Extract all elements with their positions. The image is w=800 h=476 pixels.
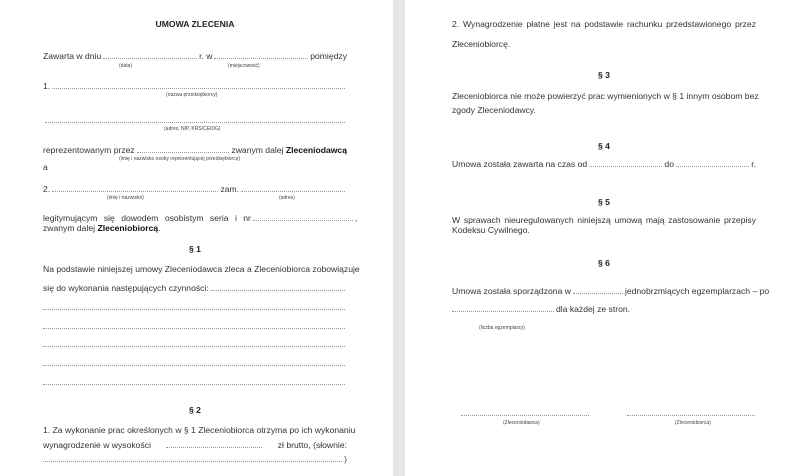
text: do xyxy=(664,159,674,169)
line-party-1 xyxy=(43,81,347,92)
section-3-heading: § 3 xyxy=(598,70,610,80)
salary-amount-field[interactable] xyxy=(166,440,262,448)
text: wynagrodzenie w wysokości xyxy=(43,440,151,450)
label-person-name: (imię i nazwisko) xyxy=(107,195,144,201)
end-date-field[interactable] xyxy=(676,159,749,167)
text: 1. xyxy=(43,81,51,91)
section-2-point-2-cont: Zleceniobiorcę. xyxy=(452,39,511,49)
label-company-name: (nazwa przedsiębiorcy) xyxy=(166,92,218,98)
text: jednobrzmiących egzemplarzach – po xyxy=(624,286,770,296)
text: . xyxy=(158,223,161,233)
text: zam. xyxy=(220,184,240,194)
section-4-heading: § 4 xyxy=(598,141,610,151)
text: zwanym dalej xyxy=(231,145,284,155)
person-name-field[interactable] xyxy=(52,184,218,192)
line-copies xyxy=(452,286,770,297)
document-page-2 xyxy=(405,0,800,476)
label-place: (miejscowość) xyxy=(228,63,260,69)
tasks-line[interactable] xyxy=(43,365,345,366)
text: 2. xyxy=(43,184,51,194)
text: pomiędzy xyxy=(310,51,347,61)
text: r. xyxy=(751,159,756,169)
label-date: (data) xyxy=(119,63,133,69)
text-a: a xyxy=(43,162,48,172)
line-salary xyxy=(43,440,347,451)
text: Umowa została sporządzona w xyxy=(452,286,571,296)
text: , xyxy=(354,213,358,223)
place-field[interactable] xyxy=(214,51,308,59)
section-5-text-cont: Kodeksu Cywilnego. xyxy=(452,225,530,235)
line-copies-each xyxy=(452,304,630,315)
salary-words-field[interactable] xyxy=(43,454,342,462)
section-3-text: Zleceniobiorca nie może powierzyć prac wymienionych w § 1 innym osobom bez xyxy=(452,91,759,101)
line-party-2 xyxy=(43,184,347,195)
person-address-field[interactable] xyxy=(241,184,345,192)
section-3-text-cont: zgody Zleceniodawcy. xyxy=(452,105,536,115)
section-1-heading: § 1 xyxy=(189,244,201,254)
tasks-line[interactable] xyxy=(43,328,345,329)
section-2-point-2: 2. Wynagrodzenie płatne jest na podstawie rachunku przedstawionego przez xyxy=(452,19,756,29)
label-representative: (imię i nazwisko osoby reprezentującej przedsiębiorcę) xyxy=(119,156,241,162)
text: reprezentowanym przez xyxy=(43,145,135,155)
text: się do wykonania następujących czynności: xyxy=(43,283,209,293)
section-1-text: Na podstawie niniejszej umowy Zleceniodawca zleca a Zleceniobiorca zobowiązuje xyxy=(43,264,360,274)
text: Umowa została zawarta na czas od xyxy=(452,159,588,169)
label-person-address: (adres) xyxy=(279,195,295,201)
section-2-heading: § 2 xyxy=(189,405,201,415)
tasks-field[interactable] xyxy=(211,283,345,291)
company-name-field[interactable] xyxy=(52,81,345,89)
line-duration xyxy=(452,159,756,170)
label-copies-count: (liczba egzemplarzy) xyxy=(479,325,525,331)
start-date-field[interactable] xyxy=(589,159,662,167)
copies-count-field[interactable] xyxy=(573,286,623,294)
line-contractor xyxy=(43,223,161,234)
bold-term: Zleceniodawcą xyxy=(285,145,347,155)
text: legitymującym się dowodem osobistym seria i nr xyxy=(43,213,251,223)
document-page-1 xyxy=(0,0,393,476)
date-field[interactable] xyxy=(103,51,197,59)
text: Zawarta w dniu xyxy=(43,51,102,61)
tasks-line[interactable] xyxy=(43,384,345,385)
tasks-line[interactable] xyxy=(43,309,345,310)
line-representative xyxy=(43,145,347,156)
line-tasks xyxy=(43,283,347,294)
label-company-address: (adres, NIP, KRS/CEIDG) xyxy=(164,126,221,132)
id-number-field[interactable] xyxy=(253,213,353,221)
text: r. w xyxy=(199,51,213,61)
section-5-text: W sprawach nieuregulowanych niniejszą umową mają zastosowanie przepisy xyxy=(452,215,756,225)
company-address-field[interactable] xyxy=(45,122,345,123)
bold-term: Zleceniobiorcą xyxy=(97,223,159,233)
label-signature-contractor: (Zleceniobiorca) xyxy=(675,420,711,426)
tasks-line[interactable] xyxy=(43,346,345,347)
representative-field[interactable] xyxy=(137,145,230,153)
line-date-place xyxy=(43,51,347,62)
section-2-text: 1. Za wykonanie prac określonych w § 1 Zleceniobiorca otrzyma po ich wykonaniu xyxy=(43,425,356,435)
label-signature-client: (Zleceniodawca) xyxy=(503,420,540,426)
text: zwanym dalej xyxy=(43,223,96,233)
signature-line-client[interactable] xyxy=(461,415,589,416)
section-6-heading: § 6 xyxy=(598,258,610,268)
copies-each-field[interactable] xyxy=(452,304,554,312)
text: dla każdej ze stron. xyxy=(556,304,631,314)
text: ) xyxy=(344,454,347,464)
line-salary-words xyxy=(43,454,347,465)
signature-line-contractor[interactable] xyxy=(627,415,755,416)
section-5-heading: § 5 xyxy=(598,197,610,207)
text: zł brutto, (słownie: xyxy=(277,440,347,450)
document-title: UMOWA ZLECENIA xyxy=(155,19,235,29)
